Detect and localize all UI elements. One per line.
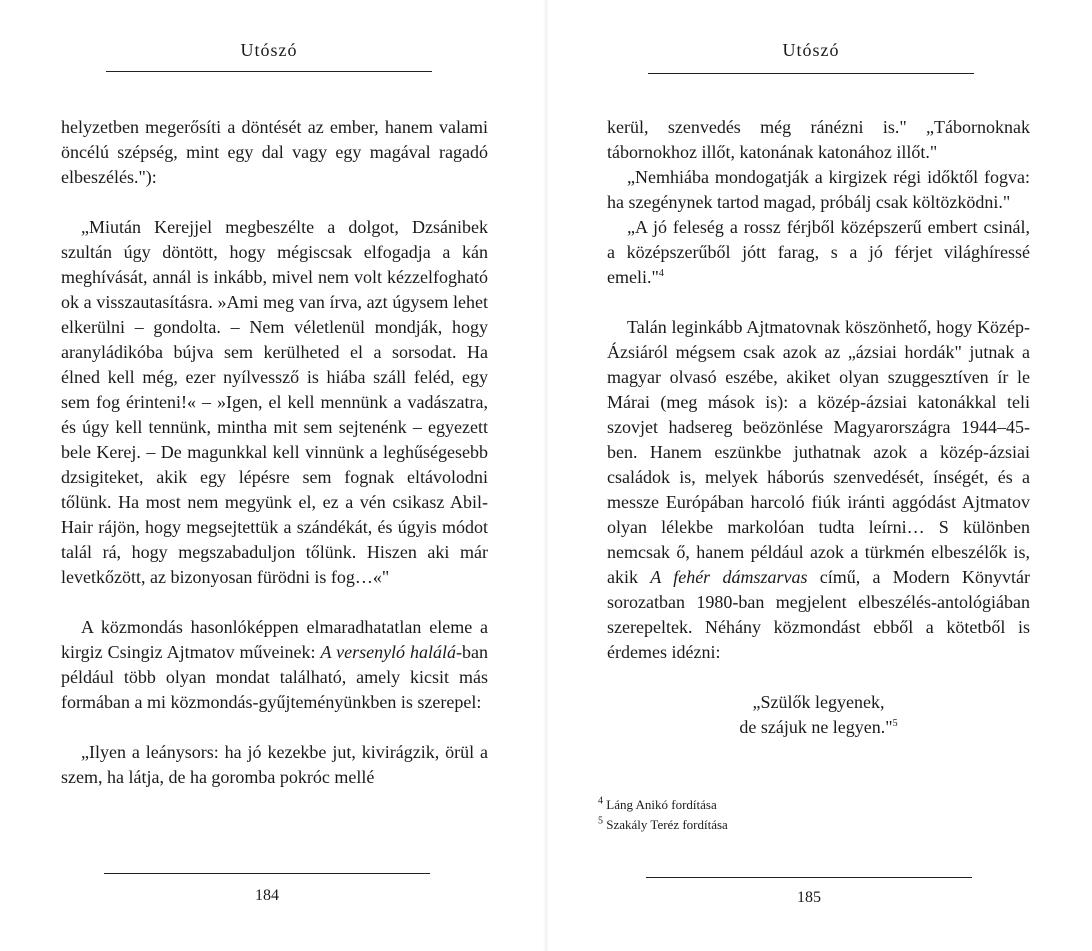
text-span: -ban például több olyan mondat található, amely kicsit más formában a mi közmondás-gyűjteményünkben is szerepel: xyxy=(61,642,488,712)
footnote xyxy=(598,815,1028,835)
quote-paragraph: „Ilyen a leánysors: ha jó kezekbe jut, kivirágzik, örül a szem, ha látja, de ha goromba pokróc mellé xyxy=(61,742,488,787)
running-head-right: Utószó xyxy=(782,40,840,60)
text-span: A közmondás hasonlóképpen elmaradhatatlan eleme a kirgiz Csingiz Ajtmatov műveinek: xyxy=(61,617,488,662)
quote-paragraph xyxy=(607,215,1030,290)
quote-paragraph: „Nemhiába mondogatják a kirgizek régi időktől fogva: ha szegénynek tartod magad, próbálj csak költözködni." xyxy=(607,167,1030,212)
left-body-text xyxy=(61,115,488,790)
proverb-line xyxy=(607,715,1030,740)
footnote xyxy=(598,795,1028,815)
header-rule-right xyxy=(648,73,974,74)
footer-rule-left xyxy=(104,873,430,874)
footnotes xyxy=(598,795,1028,835)
footnote-marker: 5 xyxy=(892,718,898,729)
footnote-marker: 4 xyxy=(658,268,664,279)
text-span: de szájuk ne legyen." xyxy=(739,717,893,737)
footnote-text: Szakály Teréz fordítása xyxy=(606,817,728,832)
paragraph xyxy=(607,315,1030,665)
footer-rule-right xyxy=(646,877,972,878)
right-page xyxy=(546,0,1092,951)
quote-paragraph: kerül, szenvedés még ránézni is." „Tábornoknak tábornokhoz illőt, katonának katonához illőt." xyxy=(607,117,1030,162)
page-number-right: 185 xyxy=(797,889,821,906)
footnote-number: 5 xyxy=(598,815,603,827)
text-span: című, a Modern Könyvtár sorozatban 1980-ban megjelent elbeszélés-antológiában szerepeltek. Néhány közmondást ebből a kötetből is érdemes idézni: xyxy=(607,567,1030,662)
proverb-line: „Szülők legyenek, xyxy=(752,692,885,712)
footnote-text: Láng Anikó fordítása xyxy=(606,797,717,812)
header-rule-left xyxy=(106,71,432,72)
paragraph xyxy=(61,615,488,715)
text-span: Talán leginkább Ajtmatovnak köszönhető, hogy Közép-Ázsiáról mégsem csak azok az „ázsiai hordák" jutnak a magyar olvasó eszébe, akiket olyan szuggesztíven ír le Márai (meg mások is): a közép-ázsiai katonákkal teli szovjet hadsereg beözönlése Magyarországra 1944–45-ben. Hanem eszünkbe juthatnak azok a közép-ázsiai családok is, melyek háborús szenvedését, ínségét, és a messze Európában harcoló fiúk iránti aggódást Ajtmatov olyan lélekbe markolóan tudta leírni… S különben nemcsak ő, hanem például azok a türkmén elbeszélők is, akik xyxy=(607,317,1030,587)
right-body-text xyxy=(607,115,1030,740)
book-title: A fehér dámszarvas xyxy=(650,567,808,587)
book-title: A versenyló halálá xyxy=(320,642,457,662)
page-number-left: 184 xyxy=(255,887,279,904)
quote-paragraph: „Miután Kerejjel megbeszélte a dolgot, Dzsánibek szultán úgy döntött, hogy mégiscsak elfogadja a kán meghívását, annál is inkább, mivel nem volt kézzelfogható ok a visszautasításra. »Ami meg van írva, azt úgysem lehet elkerülni – gondolta. – Nem véletlenül mondják, hogy aranyládikóba bújva sem kerülheted el a sorsodat. Ha élned kell még, ezer nyílvessző is hiába száll feléd, egy sem fog érinteni!« – »Igen, el kell mennünk a vadászatra, és úgy kell tennünk, mintha mit sem sejtenénk – egyezett bele Kerej. – De magunkkal kell vinnünk a leghűségesebb dzsigiteket, akik egy lépésre sem fognak eltávolodni tőlünk. Ha most nem megyünk el, ez a vén csikasz Abil-Hair rájön, hogy megsejtettük a szándékát, és úgyis módot talál rá, hogy megszabaduljon tőlünk. Hiszen aki már levetkőzött, az bizonyosan fürödni is fog…«" xyxy=(61,217,488,587)
running-head-left: Utószó xyxy=(240,40,298,60)
text-span: „A jó feleség a rossz férjből középszerű embert csinál, a középszerűből jótt farag, s a jó férjet világhíressé emeli." xyxy=(607,217,1030,287)
footnote-number: 4 xyxy=(598,795,603,807)
paragraph: helyzetben megerősíti a döntését az ember, hanem valami öncélú szépség, mint egy dal vagy egy magával ragadó elbeszélés."): xyxy=(61,117,488,187)
